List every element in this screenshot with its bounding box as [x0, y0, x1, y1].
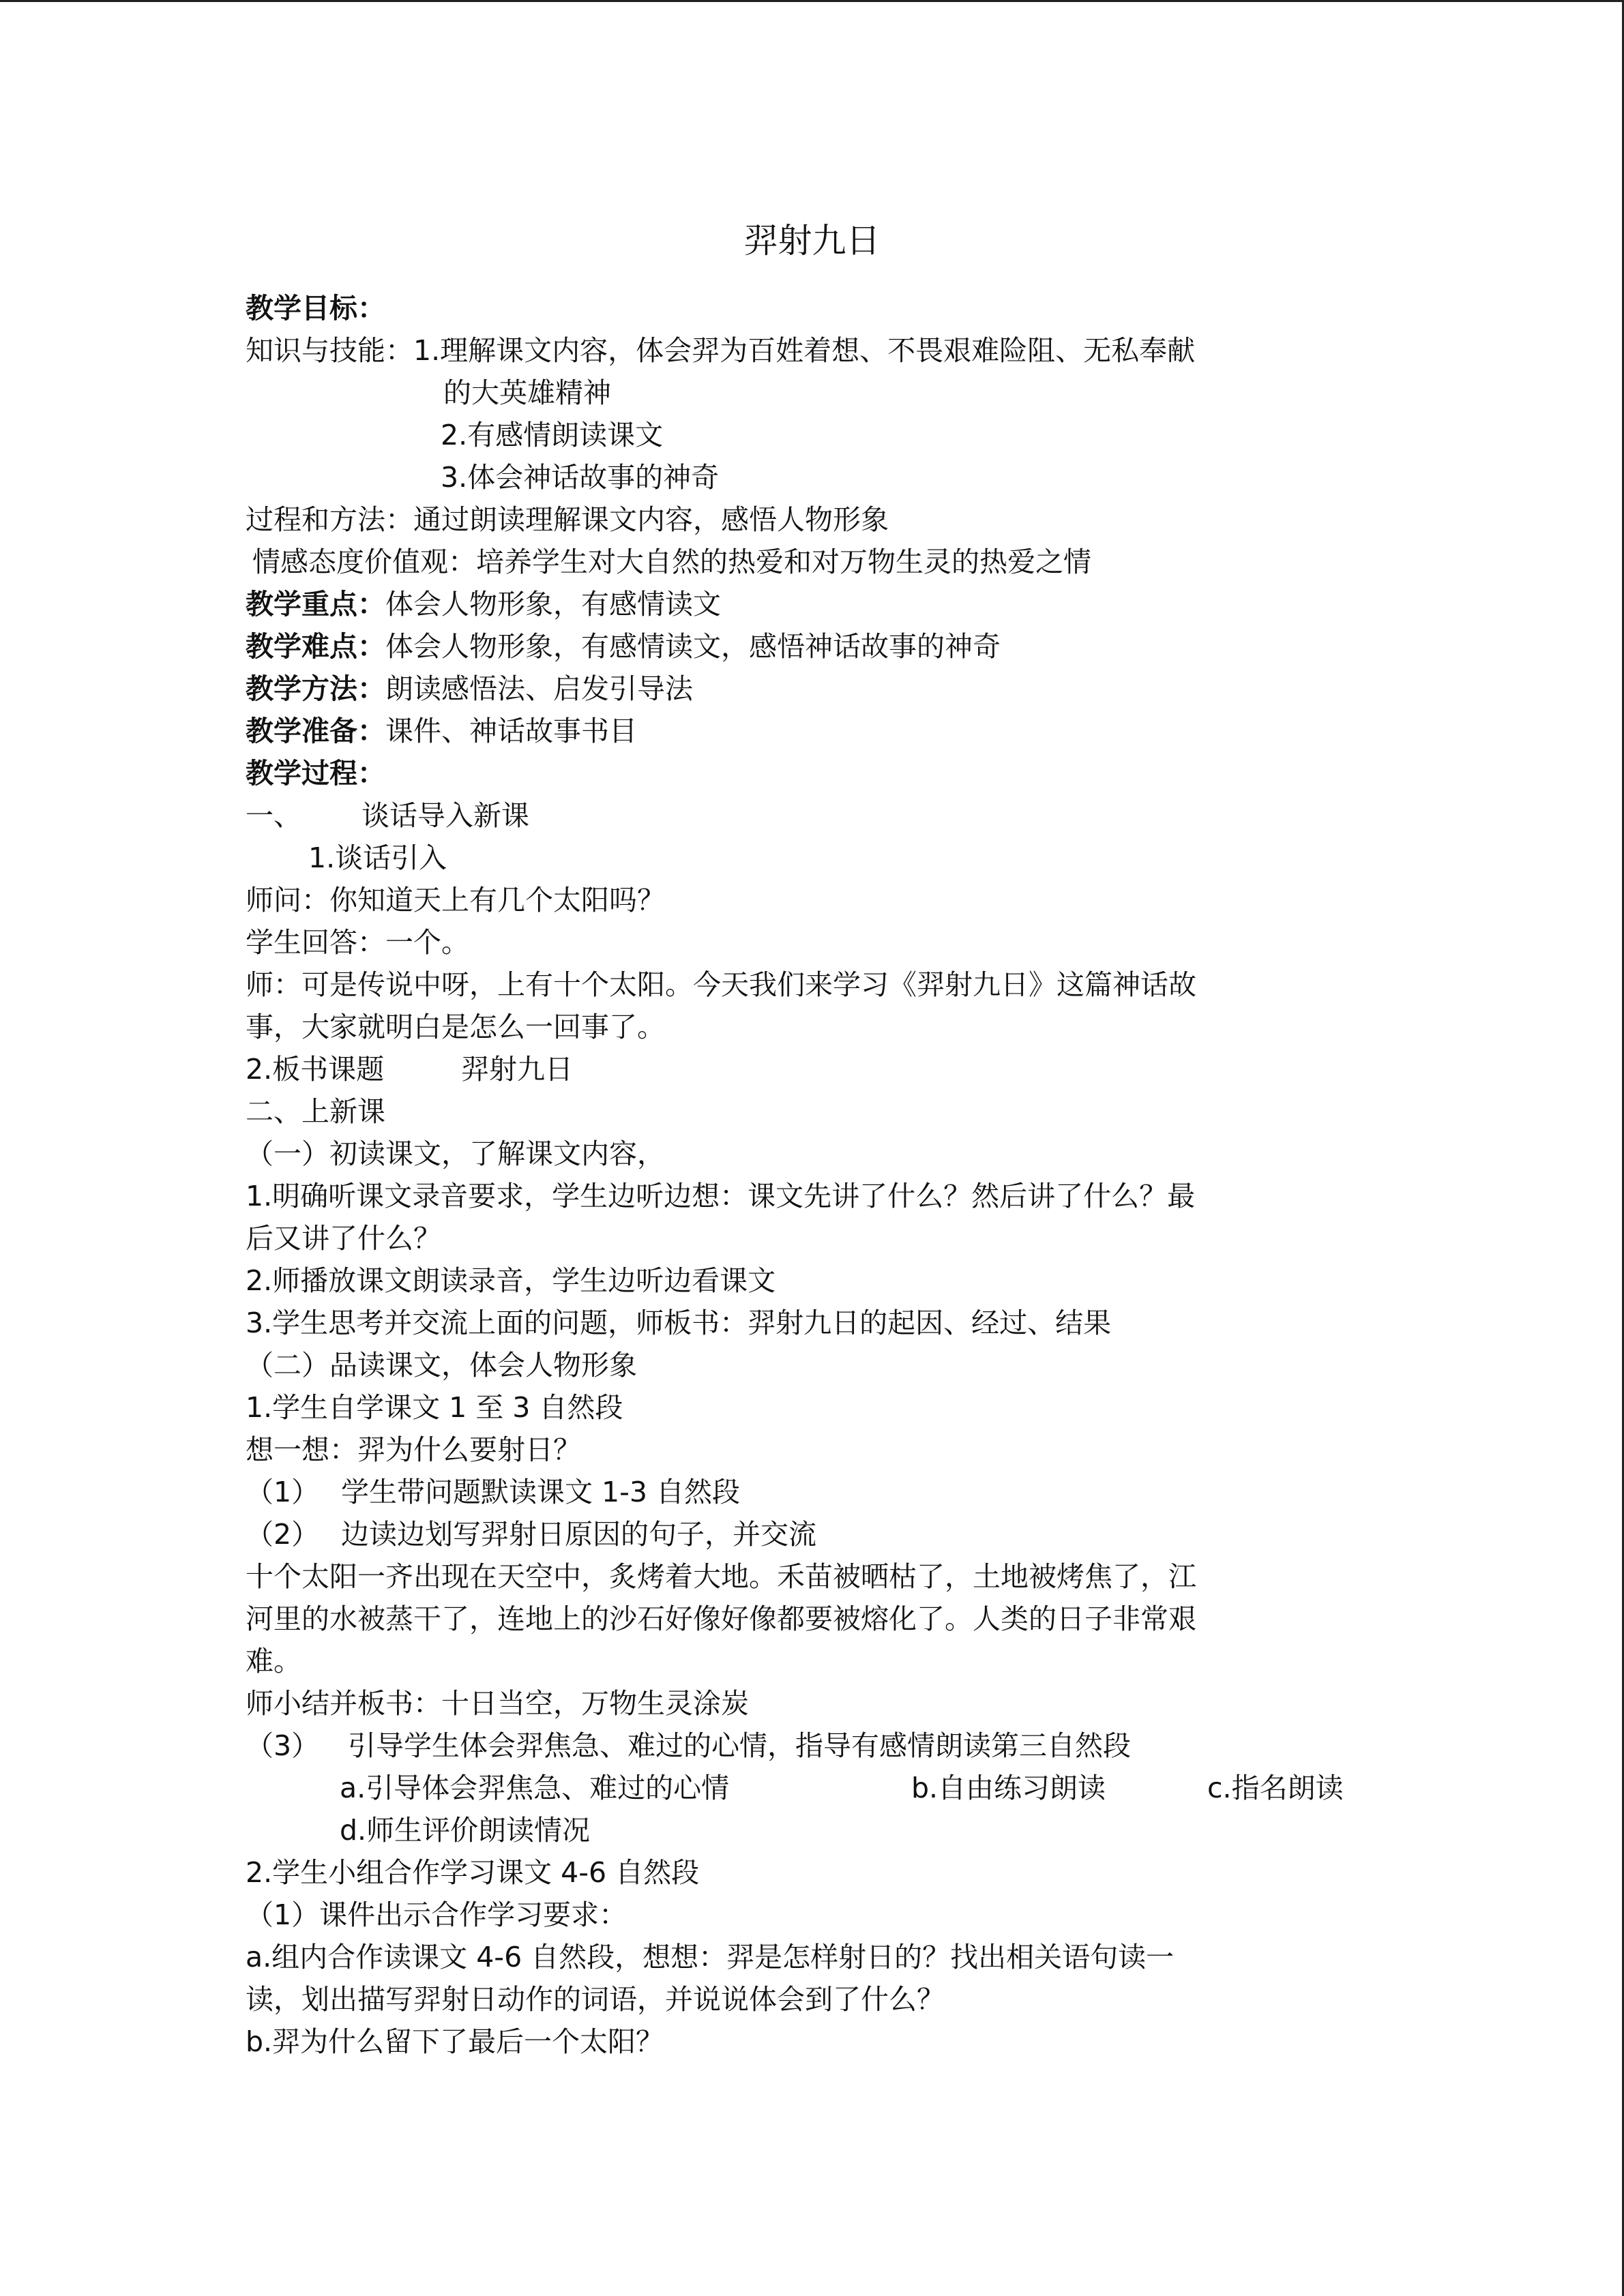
text-line: d.师生评价朗读情况 — [340, 1814, 591, 1847]
text-line: 3.学生思考并交流上面的问题，师板书：羿射九日的起因、经过、结果 — [246, 1307, 1112, 1339]
text-line: 想一想：羿为什么要射日？ — [246, 1433, 581, 1466]
text-line: 3.体会神话故事的神奇 — [441, 461, 720, 494]
text-line: 1.明确听课文录音要求，学生边听边想：课文先讲了什么？然后讲了什么？最 — [246, 1180, 1196, 1212]
text-line: 情感态度价值观：培养学生对大自然的热爱和对万物生灵的热爱之情 — [252, 546, 1091, 578]
list-number: （3） — [246, 1729, 320, 1762]
text-line: 过程和方法：通过朗读理解课文内容，感悟人物形象 — [246, 503, 889, 536]
list-text: 学生带问题默读课文 1-3 自然段 — [341, 1476, 741, 1508]
section-number: 一、 — [246, 799, 301, 832]
label-preparation: 教学准备： — [246, 715, 385, 747]
board-label: 2.板书课题 — [246, 1053, 385, 1086]
text-line: 1.谈话引入 — [308, 841, 447, 874]
text-line: 2.学生小组合作学习课文 4-6 自然段 — [246, 1856, 700, 1889]
board-title-line — [246, 1048, 1405, 1090]
text-line: 1.学生自学课文 1 至 3 自然段 — [246, 1391, 623, 1424]
text-line: （1）课件出示合作学习要求： — [246, 1898, 628, 1931]
heading-process: 教学过程： — [246, 757, 385, 790]
list-item — [246, 1471, 1405, 1513]
text-line: 知识与技能：1.理解课文内容，体会羿为百姓着想、不畏艰难险阻、无私奉献 — [246, 334, 1196, 367]
text-line: 师问：你知道天上有几个太阳吗？ — [246, 884, 665, 916]
list-text: 边读边划写羿射日原因的句子，并交流 — [341, 1518, 816, 1551]
option-a: a.引导体会羿焦急、难过的心情 — [340, 1772, 730, 1804]
board-text: 羿射九日 — [461, 1053, 573, 1086]
label-key-points: 教学重点： — [246, 588, 385, 621]
section-title: 谈话导入新课 — [361, 799, 529, 832]
text-line: （二）品读课文，体会人物形象 — [246, 1349, 637, 1382]
text-line: 读，划出描写羿射日动作的词语，并说说体会到了什么？ — [246, 1983, 945, 2016]
text-line: 师小结并板书：十日当空，万物生灵涂炭 — [246, 1687, 749, 1720]
text-line: 师：可是传说中呀，上有十个太阳。今天我们来学习《羿射九日》这篇神话故 — [246, 968, 1196, 1001]
label-difficulties: 教学难点： — [246, 630, 385, 663]
option-b: b.自由练习朗读 — [911, 1772, 1106, 1804]
text-line: 2.有感情朗读课文 — [441, 419, 664, 451]
key-points-line — [246, 583, 1405, 625]
preparation-line — [246, 710, 1405, 752]
text-line: 十个太阳一齐出现在天空中，炙烤着大地。禾苗被晒枯了，土地被烤焦了，江 — [246, 1560, 1196, 1593]
preparation-text: 课件、神话故事书目 — [385, 715, 637, 747]
list-item — [246, 1725, 1405, 1767]
list-number: （1） — [246, 1476, 320, 1508]
text-line: b.羿为什么留下了最后一个太阳？ — [246, 2025, 664, 2058]
key-points-text: 体会人物形象，有感情读文 — [385, 588, 721, 621]
text-line: （一）初读课文，了解课文内容， — [246, 1137, 665, 1170]
heading-objectives: 教学目标： — [246, 292, 385, 325]
methods-line — [246, 668, 1405, 710]
text-line: a.组内合作读课文 4-6 自然段，想想：羿是怎样射日的？找出相关语句读一 — [246, 1941, 1175, 1973]
list-item — [246, 1513, 1405, 1555]
option-c: c.指名朗读 — [1207, 1772, 1344, 1804]
list-text: 引导学生体会羿焦急、难过的心情，指导有感情朗读第三自然段 — [348, 1729, 1131, 1762]
document-body — [246, 287, 1405, 2063]
text-line: 难。 — [246, 1645, 301, 1678]
label-methods: 教学方法： — [246, 672, 385, 705]
text-line: 事，大家就明白是怎么一回事了。 — [246, 1011, 665, 1043]
text-line: 的大英雄精神 — [443, 376, 611, 409]
difficulties-line — [246, 625, 1405, 668]
sub-options-line — [246, 1767, 1405, 1809]
document-title: 羿射九日 — [743, 221, 881, 260]
text-line: 后又讲了什么？ — [246, 1222, 441, 1255]
section-one-line — [246, 794, 1405, 837]
methods-text: 朗读感悟法、启发引导法 — [385, 672, 693, 705]
list-number: （2） — [246, 1518, 320, 1551]
text-line: 河里的水被蒸干了，连地上的沙石好像好像都要被熔化了。人类的日子非常艰 — [246, 1602, 1196, 1635]
text-line: 2.师播放课文朗读录音，学生边听边看课文 — [246, 1264, 776, 1297]
text-line: 二、上新课 — [246, 1095, 385, 1128]
difficulties-text: 体会人物形象，有感情读文，感悟神话故事的神奇 — [385, 630, 1001, 663]
text-line: 学生回答：一个。 — [246, 926, 469, 959]
